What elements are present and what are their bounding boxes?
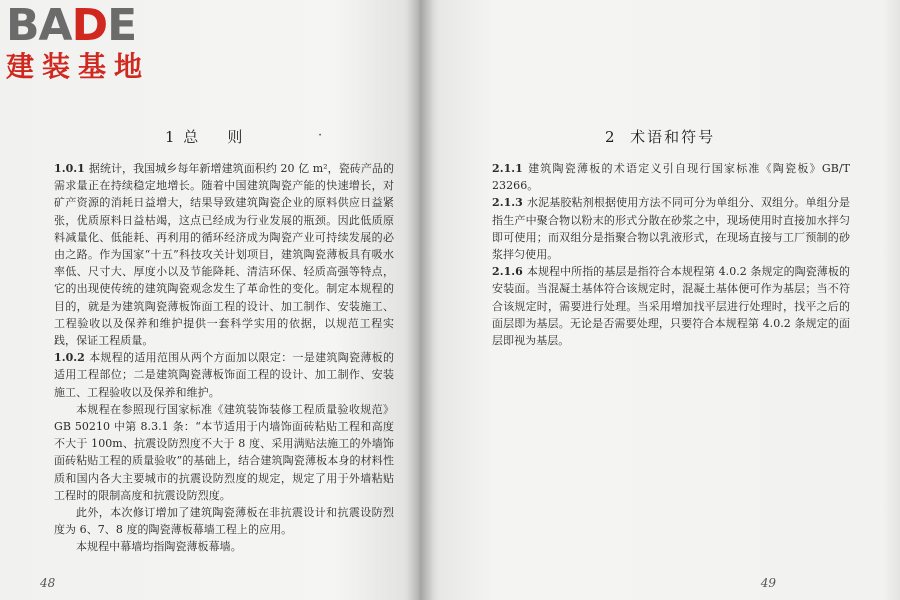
page-edge-shadow (882, 0, 900, 600)
clause-1-0-2-para-3: 此外，本次修订增加了建筑陶瓷薄板在非抗震设计和抗震设防烈度为 6、7、8 度的陶瓷薄板幕墙工程上的应用。 (54, 506, 394, 537)
clause-2-1-1: 2.1.1 建筑陶瓷薄板的术语定义引自现行国家标准《陶瓷板》GB/T 23266。 (492, 162, 850, 193)
logo-wordmark: BADE (6, 0, 137, 51)
clause-1-0-2-para-4: 本规程中幕墙均指陶瓷薄板幕墙。 (76, 540, 242, 554)
chapter-heading-terms: 2 术语和符号 (605, 128, 716, 146)
page-number-right: 49 (760, 576, 776, 590)
bade-logo (6, 0, 174, 84)
binding-gutter (404, 0, 434, 600)
clause-2-1-3: 2.1.3 水泥基胶粘剂根据使用方法不同可分为单组分、双组分。单组分是指生产中聚合物以粉末的形式分散在砂浆之中，现场使用时直接加水拌匀即可使用；而双组分是指聚合物以乳液形式，在现场直接与工厂预制的砂浆拌匀使用。 (492, 196, 850, 262)
clause-2-1-6: 2.1.6 本规程中所指的基层是指符合本规程第 4.0.2 条规定的陶瓷薄板的安装面。当混凝土基体符合该规定时，混凝土基体便可作为基层；当不符合该规定时，需要进行处理。当采用增加找平层进行处理时，找平之后的面层即为基层。无论是否需要处理，只要符合本规程第 4.0.2 条规定的面层即视为基层。 (492, 265, 850, 348)
clause-1-0-2-para-2: 本规程在参照现行国家标准《建筑装饰装修工程质量验收规范》GB 50210 中第 8.3.1 条：“本节适用于内墙饰面砖粘贴工程和高度不大于 100m、抗震设防烈度不大于 8 度、采用满贴法施工的外墙饰面砖粘贴工程的质量验收”的基础上，结合建筑陶瓷薄板本身的材料性质和国内各大主要城市的抗震设防烈度的规定，规定了用于外墙粘贴工程时的限制高度和抗震设防烈度。 (54, 402, 394, 502)
clause-1-0-1: 1.0.1 据统计，我国城乡每年新增建筑面积约 20 亿 m²，瓷砖产品的需求量正在持续稳定地增长。随着中国建筑陶瓷产能的快速增长，对矿产资源的消耗日益增大，结果导致建筑陶瓷企业的原料供应日益紧张，优质原料日益枯竭，这点已经成为行业发展的瓶颈。因此低质原料减量化、低能耗、再利用的循环经济成为陶瓷产业可持续发展的必由之路。作为国家“十五”科技攻关计划项目，建筑陶瓷薄板具有吸水率低、尺寸大、厚度小以及节能降耗、清洁环保、轻质高强等特点，它的出现使传统的建筑陶瓷观念发生了革命性的变化。制定本规程的目的，就是为建筑陶瓷薄板饰面工程的设计、加工制作、安装施工、工程验收以及保养和维护提供一套科学实用的依据，以规范工程实践，保证工程质量。 (54, 162, 394, 348)
right-page (420, 0, 900, 600)
chapter-heading-general: 1 总 则 (165, 128, 245, 146)
left-page (0, 0, 420, 600)
clause-1-0-2: 1.0.2 本规程的适用范围从两个方面加以限定：一是建筑陶瓷薄板的适用工程部位；二是建筑陶瓷薄板饰面工程的设计、加工制作、安装施工、工程验收以及保养和维护。 (54, 351, 394, 399)
heading-mark: · (318, 128, 323, 143)
logo-subtitle: 建装基地 (6, 50, 151, 83)
page-number-left: 48 (40, 576, 56, 590)
